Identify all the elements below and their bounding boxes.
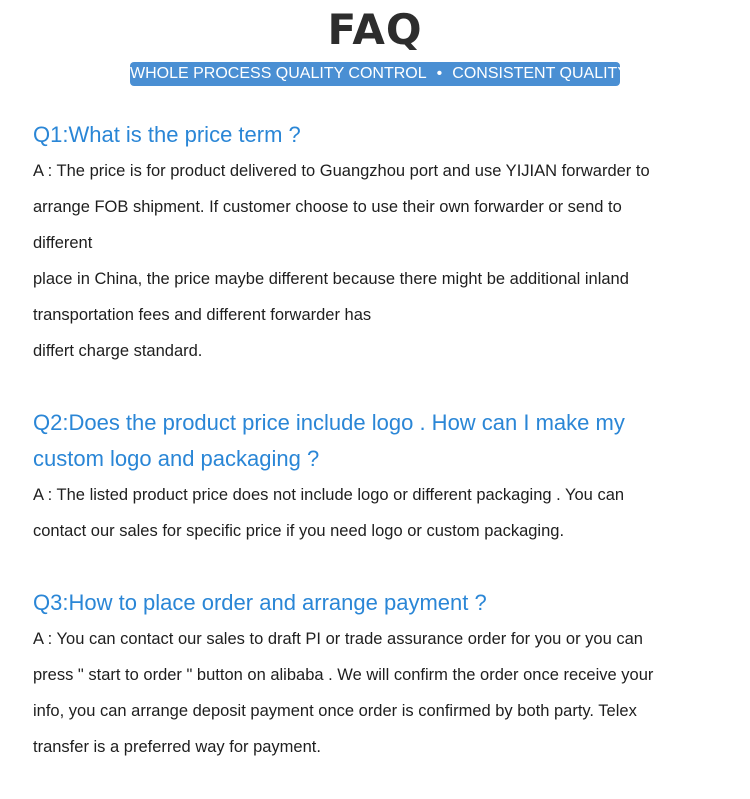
faq-question-2 <box>33 405 723 477</box>
answer-line: transportation fees and different forwarder has <box>33 306 372 324</box>
faq-question-1: Q1:What is the price term ? <box>33 122 301 147</box>
question-line: custom logo and packaging ? <box>33 446 320 471</box>
answer-line: transfer is a preferred way for payment. <box>33 738 321 756</box>
answer-line: A : The listed product price does not include logo or different packaging . You can <box>33 486 625 504</box>
faq-item-3 <box>33 585 723 765</box>
question-line: Q2:Does the product price include logo . How can I make my <box>33 410 625 435</box>
quality-banner <box>130 62 628 86</box>
faq-answer-1 <box>33 153 723 369</box>
answer-line: A : You can contact our sales to draft PI or trade assurance order for you or you can <box>33 630 643 648</box>
page-title: FAQ <box>327 5 423 54</box>
faq-answer-2 <box>33 477 723 549</box>
faq-item-2 <box>33 405 723 549</box>
answer-line: info, you can arrange deposit payment once order is confirmed by both party. Telex <box>33 702 637 720</box>
faq-item-1 <box>33 117 723 369</box>
banner-separator: • <box>436 65 443 82</box>
banner-left-text: WHOLE PROCESS QUALITY CONTROL <box>130 65 427 82</box>
answer-line: differt charge standard. <box>33 342 203 360</box>
faq-answer-3 <box>33 621 723 765</box>
banner-right-text: CONSISTENT QUALITY <box>452 65 628 82</box>
answer-line: contact our sales for specific price if you need logo or custom packaging. <box>33 522 565 540</box>
answer-line: arrange FOB shipment. If customer choose to use their own forwarder or send to <box>33 198 622 216</box>
answer-line: press " start to order " button on alibaba . We will confirm the order once receive your <box>33 666 654 684</box>
answer-line: A : The price is for product delivered to Guangzhou port and use YIJIAN forwarder to <box>33 162 650 180</box>
answer-line: place in China, the price maybe different because there might be additional inland <box>33 270 629 288</box>
faq-question-3: Q3:How to place order and arrange payment ? <box>33 590 487 615</box>
answer-line: different <box>33 234 93 252</box>
